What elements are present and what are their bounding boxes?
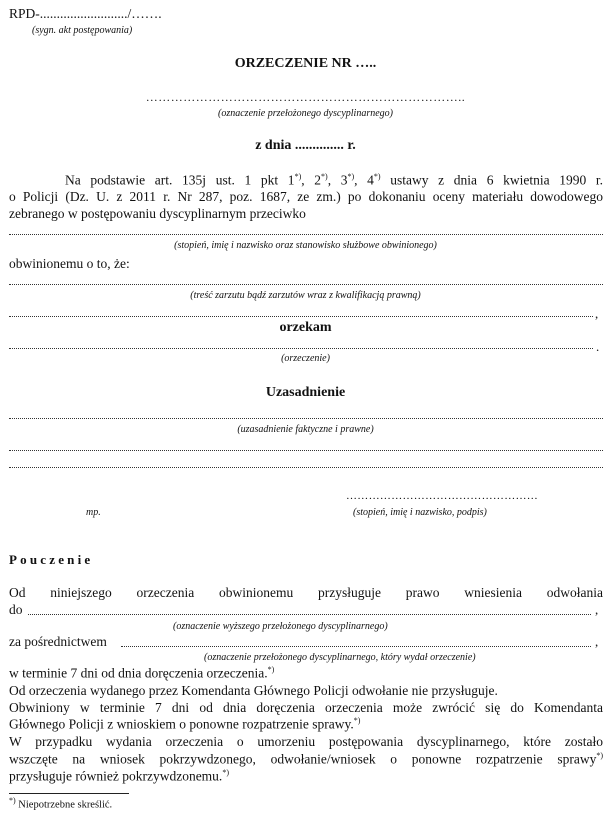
legal-basis-line-3: zebranego w postępowaniu dyscyplinarnym przeciwko xyxy=(9,206,306,221)
accused-caption: (stopień, imię i nazwisko oraz stanowisko służbowe obwinionego) xyxy=(174,240,437,251)
footnote-separator xyxy=(9,793,129,794)
charge-dotted-line-2 xyxy=(9,316,593,317)
decision-line-end: . xyxy=(596,339,600,354)
decision-caption: (orzeczenie) xyxy=(281,353,330,364)
appeal-to-label: do xyxy=(9,602,23,617)
signature-caption: (stopień, imię i nazwisko, podpis) xyxy=(353,507,487,518)
justification-caption: (uzasadnienie faktyczne i prawne) xyxy=(237,424,374,435)
decision-dotted-line xyxy=(9,348,593,349)
footnote: *) Niepotrzebne skreślić. xyxy=(9,796,113,811)
legal-basis-line-2: o Policji (Dz. U. z 2011 r. Nr 287, poz. 1687, ze zm.) po dokonaniu oceny materiału dowodowego xyxy=(9,189,603,204)
issuing-superior-caption: (oznaczenie przełożonego dyscyplinarnego, który wydał orzeczenie) xyxy=(204,652,476,663)
commander-line-3: Głównego Policji z wnioskiem o ponowne rozpatrzenie sprawy.*) xyxy=(9,716,361,732)
discontinuation-line-1: W przypadku wydania orzeczenia o umorzeniu postępowania dyscyplinarnego, które zostało xyxy=(9,734,603,749)
justification-dotted-line-1 xyxy=(9,418,603,419)
justification-heading: Uzasadnienie xyxy=(265,385,346,400)
legal-basis-line-1: Na podstawie art. 135j ust. 1 pkt 1*), 2*), 3*), 4*) ustawy z dnia 6 kwietnia 1990 r. xyxy=(65,172,604,188)
stamp-label: mp. xyxy=(86,507,101,518)
appeal-to-dotted-line xyxy=(28,614,591,615)
charge-dotted-line-1 xyxy=(9,284,603,285)
via-label: za pośrednictwem xyxy=(9,634,107,649)
document-title: ORZECZENIE NR ….. xyxy=(234,56,377,71)
decision-heading: orzekam xyxy=(279,320,332,335)
charge-caption: (treść zarzutu bądź zarzutów wraz z kwalifikacją prawną) xyxy=(190,290,421,301)
instruction-heading: Pouczenie xyxy=(9,552,94,567)
case-number-caption: (sygn. akt postępowania) xyxy=(32,25,133,36)
case-number: RPD-........................../……. xyxy=(9,6,162,21)
commander-line-2: Obwiniony w terminie 7 dni od dnia doręczenia orzeczenia może zwrócić się do Komendanta xyxy=(9,700,603,715)
signature-dots: …………………………………………… xyxy=(346,490,539,502)
higher-superior-caption: (oznaczenie wyższego przełożonego dyscyplinarnego) xyxy=(173,621,388,632)
charge-intro: obwinionemu o to, że: xyxy=(9,256,130,271)
appeal-to-end: , xyxy=(595,602,599,617)
discontinuation-line-3: przysługuje również pokrzywdzonemu.*) xyxy=(9,768,229,784)
accused-dotted-line xyxy=(9,234,603,235)
superior-dots: ………………………………………………………………….. xyxy=(145,90,466,104)
commander-line-1: Od orzeczenia wydanego przez Komendanta Głównego Policji odwołanie nie przysługuje. xyxy=(9,683,498,698)
superior-caption: (oznaczenie przełożonego dyscyplinarnego) xyxy=(218,108,393,119)
via-end: , xyxy=(595,634,599,649)
via-dotted-line xyxy=(121,646,591,647)
justification-dotted-line-2 xyxy=(9,450,603,451)
date-line: z dnia .............. r. xyxy=(255,138,356,153)
justification-dotted-line-3 xyxy=(9,467,603,468)
deadline-line: w terminie 7 dni od dnia doręczenia orzeczenia.*) xyxy=(9,665,275,681)
discontinuation-line-2: wszczęte na wniosek pokrzywdzonego, odwołanie/wniosek o ponowne rozpatrzenie sprawy*) xyxy=(9,751,603,767)
charge-line-end: , xyxy=(595,306,599,321)
appeal-line: Od niniejszego orzeczenia obwinionemu przysługuje prawo wniesienia odwołania xyxy=(9,585,603,600)
